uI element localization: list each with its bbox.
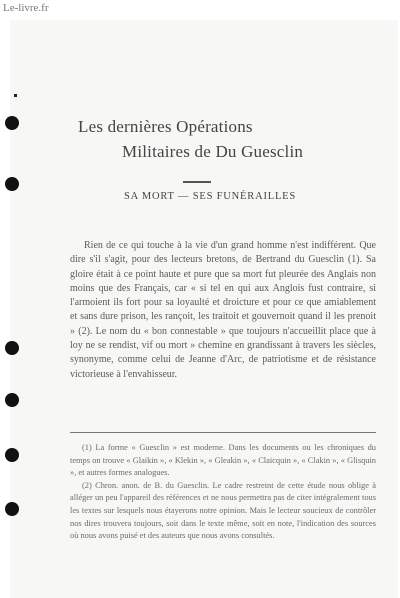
binder-hole-icon xyxy=(5,116,19,130)
binder-hole-icon xyxy=(5,177,19,191)
footnote-divider xyxy=(70,432,376,433)
footnote-1: (1) La forme « Guesclin » est moderne. Dans les documents ou les chroniques du temps on trouve « Glaikin », « Klekin », « Gleakin », « Claicquin », « Clakin », « Glisquin », et autres formes analogues. xyxy=(70,443,376,478)
article-title-line-2: Militaires de Du Guesclin xyxy=(122,142,304,161)
scan-mark-icon xyxy=(14,94,17,97)
binder-hole-icon xyxy=(5,393,19,407)
binder-hole-icon xyxy=(5,341,19,355)
watermark-text: Le-livre.fr xyxy=(3,2,49,14)
article-title-line-1: Les dernières Opérations xyxy=(78,117,253,136)
footnote-2: (2) Chron. anon. de B. du Guesclin. Le cadre restreint de cette étude nous oblige à alléger un peu l'appareil des références et ne nous permettra pas de citer intégralement tous les textes sur lesquels nous étayerons notre opinion. Mais le lecteur soucieux de contrôler nos dires trouvera toujours, soit dans le texte même, soit en note, l'indication des sources où nous avons puisé et des auteurs que nous avons consultés. xyxy=(70,480,376,541)
body-paragraph: Rien de ce qui touche à la vie d'un grand homme n'est indifférent. Que dire s'il s'agit, pour des lecteurs bretons, de Bertrand du Guesclin (1). Sa gloire était à ce point haute et pure que sa mort fut pleurée des Anglais non moins que des Français, car « si tel en qui aux Anglois fust contraire, si l'armoient ils fort pour sa loyaulté et droicture et pour ce que amiablement et sans dure prison, les rançoit, les traitoit et gouvernoit quand il les prenoit » (2). Le nom du « bon connestable » que toujours n'accueillit place que à loy ne se rendist, vif ou mort » chemine en grandissant à travers les siècles, synonyme, comme celui de Jeanne d'Arc, de patriotisme et de résistance victorieuse à l'envahisseur. xyxy=(70,240,376,380)
binder-hole-icon xyxy=(5,448,19,462)
binder-hole-icon xyxy=(5,502,19,516)
title-rule xyxy=(183,181,211,183)
article-subtitle: SA MORT — SES FUNÉRAILLES xyxy=(124,191,297,202)
footnotes xyxy=(70,442,376,543)
